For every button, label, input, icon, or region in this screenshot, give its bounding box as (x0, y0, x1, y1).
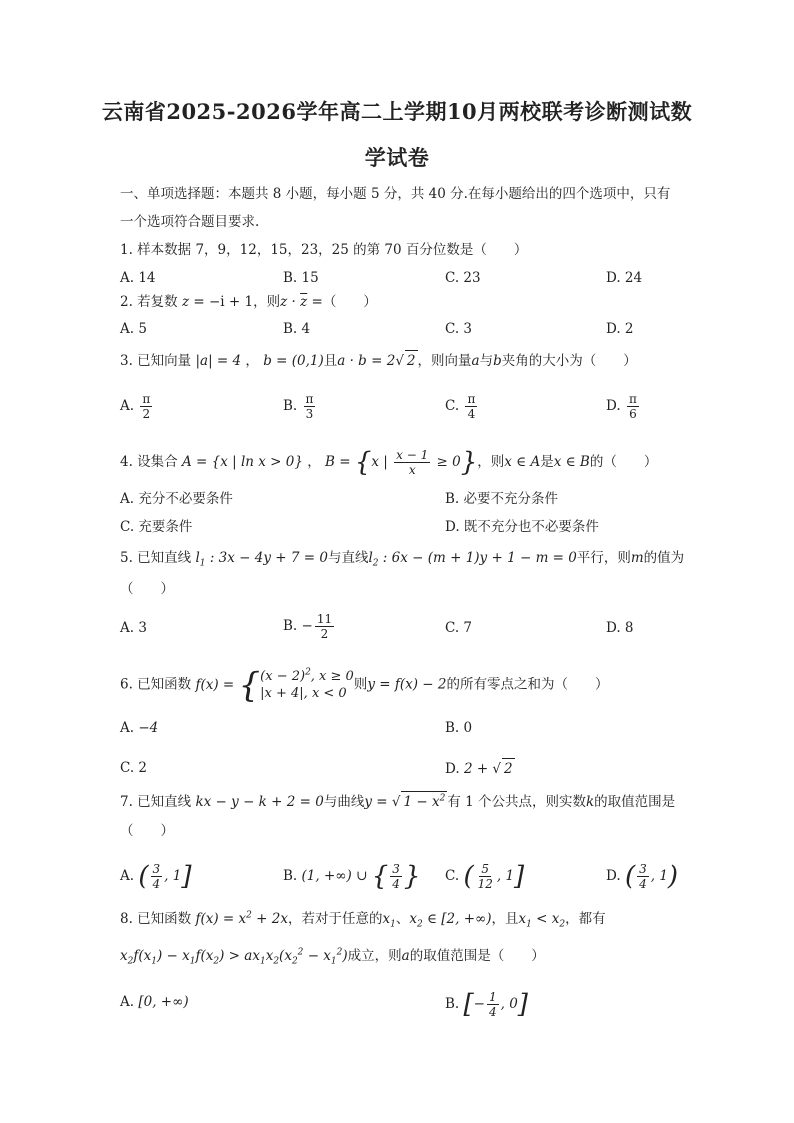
q6-option-b: B. 0 (445, 720, 473, 736)
q3-option-b-label: B. (283, 398, 298, 414)
q7-with: 与曲线 (323, 794, 365, 810)
q2-option-d: D. 2 (606, 321, 634, 337)
q5-option-d: D. 8 (606, 620, 634, 636)
q8-line2-end: 的取值范围是（ ） (409, 948, 545, 964)
q8-option-a: A. [0, +∞) (120, 994, 189, 1010)
q6-suffix: 的所有零点之和为（ ） (446, 676, 609, 693)
question-8-stem (120, 909, 606, 929)
q7-line: kx − y − k + 2 = 0 (195, 794, 324, 810)
q7-suffix2: 的取值范围是 (594, 794, 676, 810)
q2-option-c: C. 3 (445, 321, 473, 337)
q7-option-d-label: D. (606, 868, 621, 884)
q3-dot: a · b = 2√ 2 (337, 353, 417, 369)
question-4-stem: 4. 设集合 A = {x | ln x > 0} ， B = {x | $\frac{x - 1}{x}$ ≥ 0}，则x ∈ A是x ∈ B的（ ） (120, 447, 658, 478)
q7-option-b-label: B. (283, 868, 298, 884)
q4-mid: ，则 (477, 454, 505, 470)
q8-func: $f(x) = x^2 + 2x$ (195, 910, 288, 927)
q4-cond1: x ∈ A (504, 454, 541, 470)
q5-m: m (630, 550, 644, 566)
q5-prefix: 5. 已知直线 (120, 550, 192, 566)
q8-inequality: $x_2f(x_1) - x_1f(x_2) > ax_1x_2(x_2^2 - x_1^2)$ (120, 947, 348, 967)
q4-option-c: C. 充要条件 (120, 519, 193, 535)
q1-option-b: B. 15 (283, 270, 319, 286)
q6-option-a-label: A. (120, 720, 135, 736)
q6-prefix: 6. 已知函数 (120, 676, 192, 693)
q3-option-d: D. $\frac{\pi}{6}$ (606, 392, 637, 421)
q7-curve: y = √ $1 - x^2$ (364, 794, 447, 810)
question-1-stem: 1. 样本数据 7，9，12，15，23，25 的第 70 百分位数是（ ） (120, 242, 528, 258)
q8-domain: $x_2$ ∈ [2, +∞) (409, 911, 492, 930)
q5-option-c: C. 7 (445, 620, 473, 636)
q5-option-a: A. 3 (120, 620, 147, 636)
page-title-continued: 学试卷 (364, 145, 430, 170)
q6-piecewise: f(x) = { $(x - 2)^2$, x ≥ 0 |x + 4|, x < 0 (195, 665, 354, 705)
question-7-stem (120, 791, 675, 812)
q6-option-a: A. −4 (120, 720, 159, 736)
q3-vector-b: b = (0,1) (263, 353, 324, 369)
q4-cond2: x ∈ B (553, 454, 590, 470)
question-2-stem (120, 292, 377, 312)
q3-option-c-label: C. (445, 398, 460, 414)
q3-with: 与 (479, 353, 494, 369)
q5-option-b-label: B. (283, 618, 298, 634)
q4-option-b: B. 必要不充分条件 (445, 491, 559, 507)
question-8-stem-line2 (120, 946, 545, 966)
q8-a: a (401, 948, 410, 964)
q4-option-d: D. 既不充分也不必要条件 (445, 519, 599, 535)
q2-mid: ，则 (253, 294, 281, 310)
q4-set-b: B = {x | $\frac{x - 1}{x}$ ≥ 0} (325, 447, 478, 478)
q3-and: 且 (323, 353, 338, 369)
q1-option-a: A. 14 (120, 270, 156, 286)
q6-option-d: D. 2 + √ 2 (445, 758, 515, 779)
q7-blank: （ ） (120, 823, 174, 839)
q6-option-d-label: D. (445, 761, 460, 777)
q8-option-a-label: A. (120, 994, 135, 1010)
q8-suffix: ，都有 (565, 911, 606, 927)
q7-option-b: B. (1, +∞) ∪ { $\frac{3}{4}$ } (283, 861, 421, 892)
q3-option-b: B. $\frac{\pi}{3}$ (283, 392, 314, 421)
q2-option-a: A. 5 (120, 321, 147, 337)
q5-blank: （ ） (120, 581, 174, 597)
q5-parallel: 平行，则 (576, 550, 631, 566)
q3-norm-a: |a| = 4 (195, 353, 242, 369)
q8-mid: ，若对于任意的 (287, 911, 383, 927)
q8-and: ，且 (491, 911, 519, 927)
q5-line2: $l_2$ : 6x − (m + 1)y + 1 − m = 0 (368, 550, 577, 569)
section-heading-continued: 一个选项符合题目要求. (120, 214, 260, 230)
q8-option-b-label: B. (445, 996, 460, 1012)
q7-option-c: C. ( $\frac{5}{12}$ , 1] (445, 861, 525, 892)
q4-prefix: 4. 设集合 (120, 454, 178, 470)
q3-b: b (493, 353, 502, 369)
page-title: 云南省2025-2026学年高二上学期10月两校联考诊断测试数 (101, 99, 693, 124)
q5-suffix: 的值为 (643, 550, 685, 566)
q7-option-a-label: A. (120, 868, 135, 884)
q7-option-d: D. ( $\frac{3}{4}$ , 1) (606, 861, 679, 892)
q5-option-b: B. − $\frac{11}{2}$ (283, 612, 333, 641)
q3-suffix: 夹角的大小为（ ） (501, 353, 637, 369)
q6-option-c: C. 2 (120, 760, 148, 776)
section-heading: 一、单项选择题：本题共 8 小题，每小题 5 分，共 40 分.在每小题给出的四个选项中，只有 (120, 186, 671, 202)
q2-option-b: B. 4 (283, 321, 311, 337)
q7-suffix: 有 1 个公共点，则实数 (447, 794, 586, 810)
question-6-stem (120, 665, 609, 705)
q7-option-c-label: C. (445, 868, 460, 884)
q8-x1: $x_1$ (382, 911, 396, 930)
q7-k: k (585, 794, 595, 810)
q3-option-c: C. $\frac{\pi}{4}$ (445, 392, 476, 421)
q2-prefix: 2. 若复数 (120, 294, 178, 310)
q4-option-a: A. 充分不必要条件 (120, 491, 233, 507)
q1-option-c: C. 23 (445, 270, 481, 286)
question-3-stem: 3. 已知向量 |a| = 4 ， b = (0,1)且a · b = 2√ 2 ，则向量a与b夹角的大小为（ ） (120, 350, 637, 371)
q3-option-a-label: A. (120, 398, 135, 414)
q3-mid: ，则向量 (417, 353, 472, 369)
q6-func: y = f(x) − 2 (367, 676, 447, 693)
q8-prefix: 8. 已知函数 (120, 911, 192, 927)
q3-option-d-label: D. (606, 398, 621, 414)
q4-set-a: A = {x | ln x > 0} (181, 454, 303, 470)
q8-option-b: B. [− $\frac{1}{4}$ , 0] (445, 989, 528, 1020)
q3-a: a (471, 353, 480, 369)
q8-line2-suffix: 成立，则 (347, 948, 402, 964)
q2-product: $z \cdot \overline{z}$ = (280, 294, 323, 310)
q7-option-a: A. ( $\frac{3}{4}$ , 1] (120, 861, 192, 892)
q3-option-a: A. $\frac{\pi}{2}$ (120, 392, 151, 421)
q8-order: $x_1 < x_2$ (518, 911, 566, 930)
q5-line1: $l_1$ : 3x − 4y + 7 = 0 (195, 550, 328, 569)
q1-option-d: D. 24 (606, 270, 643, 286)
q2-suffix: （ ） (322, 294, 377, 310)
q6-mid: 则 (353, 676, 368, 693)
q2-formula: z (181, 294, 190, 310)
q4-suffix: 的（ ） (589, 454, 658, 470)
q3-prefix: 3. 已知向量 (120, 353, 192, 369)
q7-prefix: 7. 已知直线 (120, 794, 192, 810)
question-5-stem (120, 548, 684, 568)
q8-sep: 、 (395, 911, 410, 927)
q5-with: 与直线 (327, 550, 369, 566)
q2-formula-rest: = −i + 1 (193, 294, 254, 310)
q4-is: 是 (540, 454, 554, 470)
